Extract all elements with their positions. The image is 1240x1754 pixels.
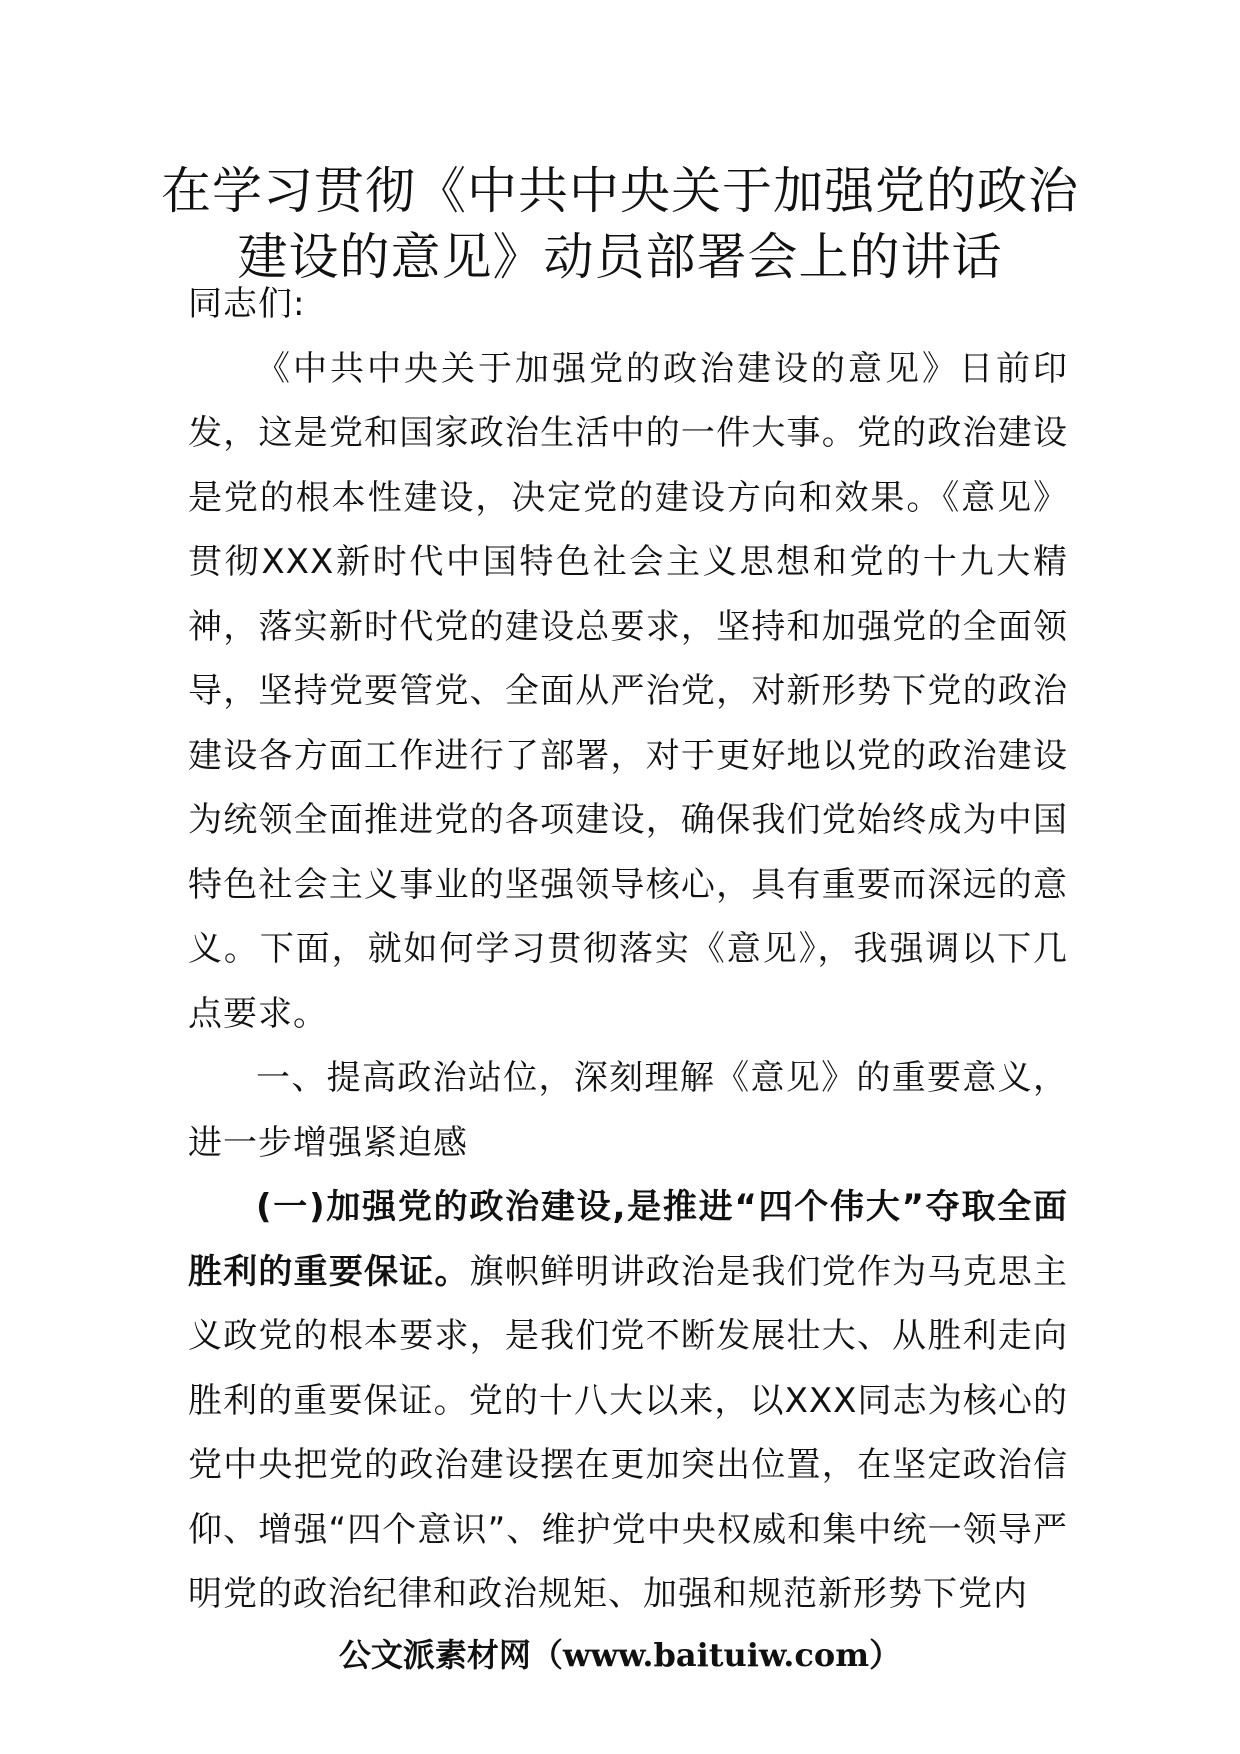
greeting: 同志们: (188, 284, 306, 324)
subsection-heading-1: (一)加强党的政治建设,是推进“四个伟大”夺取全面胜利的重要保证。 (188, 1187, 1068, 1292)
paragraph-intro: 《中共中央关于加强党的政治建设的意见》日前印发，这是党和国家政治生活中的一件大事。党的政治建设是党的根本性建设，决定党的建设方向和效果。《意见》贯彻XXX新时代中国特色社会主义思想和党的十九大精神，落实新时代党的建设总要求，坚持和加强党的全面领导，坚持党要管党、全面从严治党，对新形势下党的政治建设各方面工作进行了部署，对于更好地以党的政治建设为统领全面推进党的各项建设，确保我们党始终成为中国特色社会主义事业的坚强领导核心，具有重要而深远的意义。下面，就如何学习贯彻落实《意见》，我强调以下几点要求。 (188, 348, 1068, 1034)
section-heading-1: 一、提高政治站位，深刻理解《意见》的重要意义，进一步增强紧迫感 (188, 1058, 1068, 1163)
subsection-text-1: 旗帜鲜明讲政治是我们党作为马克思主义政党的根本要求，是我们党不断发展壮大、从胜利走向胜利的重要保证。党的十八大以来，以XXX同志为核心的党中央把党的政治建设摆在更加突出位置，在坚定政治信仰、增强“四个意识”、维护党中央权威和集中统一领导严明党的政治纪律和政治规矩、加强和规范新形势下党内 (188, 1251, 1069, 1614)
document-title (150, 158, 1090, 290)
title-line-1: 在学习贯彻《中共中央关于加强党的政治 (161, 162, 1079, 220)
title-line-2: 建设的意见》动员部署会上的讲话 (237, 228, 1003, 286)
footer-watermark: 公文派素材网（www.baituiw.com） (338, 1636, 902, 1674)
document-body (188, 272, 1068, 1627)
paragraph-subsection-1 (188, 1175, 1068, 1627)
